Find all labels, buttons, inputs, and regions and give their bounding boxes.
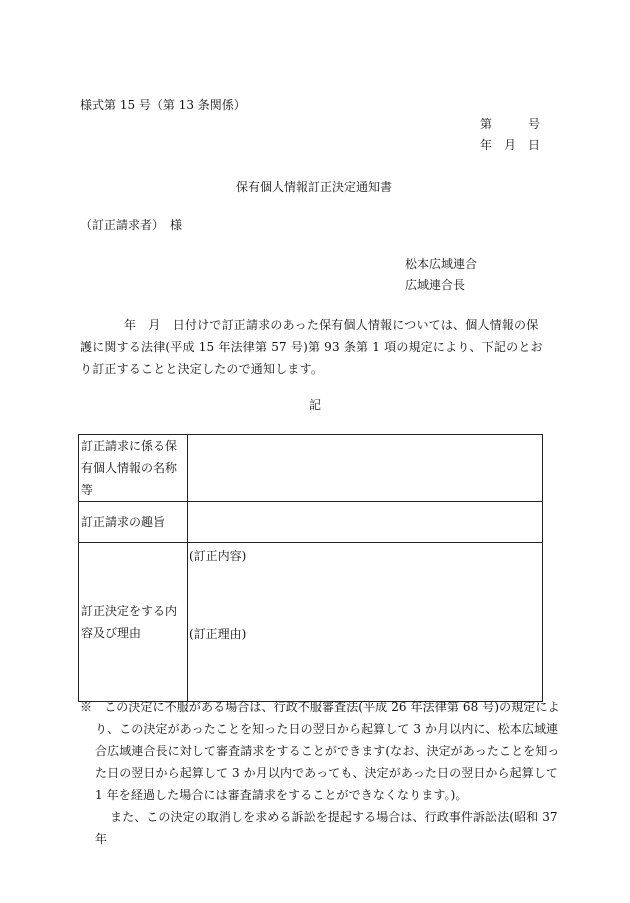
form-number: 様式第 15 号（第 13 条関係） (80, 98, 246, 112)
table-row (79, 543, 543, 702)
lawsuit-note: また、この決定の取消しを求める訴訟を提起する場合は、行政事件訴訟法(昭和 37 年 (95, 810, 558, 846)
sender-org: 松本広域連合 (405, 257, 478, 271)
document-title: 保有個人情報訂正決定通知書 (235, 180, 392, 194)
correction-content-heading: (訂正内容) (189, 549, 247, 563)
date-line: 年 月 日 (479, 138, 540, 152)
row-label-request-purpose: 訂正請求の趣旨 (79, 502, 188, 543)
table-row (79, 435, 543, 502)
row-value-request-purpose (188, 502, 543, 543)
row-label-info-name: 訂正請求に係る保有個人情報の名称等 (79, 435, 188, 502)
addressee: （訂正請求者） 様 (80, 218, 183, 232)
notice-paragraph (80, 314, 543, 380)
row-label-decision-content: 訂正決定をする内容及び理由 (79, 543, 188, 702)
row-value-info-name (188, 435, 543, 502)
decision-table (78, 434, 543, 702)
ki-heading: 記 (308, 398, 321, 412)
document-number: 第 号 (479, 117, 540, 131)
table-row (79, 502, 543, 543)
row-value-decision-content (188, 543, 543, 702)
sender-head: 広域連合長 (405, 278, 466, 292)
appeal-note: ※ この決定に不服がある場合は、行政不服審査法(平成 26 年法律第 68 号)の規定により、この決定があったことを知った日の翌日から起算して 3 か月以内に、松本広域連合広域連合長に対して審査請求をすることができます(なお、決定があったことを知った日の翌日から起算して 3 か月以内であっても、決定があった日の翌日から起算して 1 年を経過した場合には審査請求をすることができなくなります。)。 (80, 700, 560, 802)
notice-paragraph-text: 年 月 日付けで訂正請求のあった保有個人情報については、個人情報の保護に関する法律(平成 15 年法律第 57 号)第 93 条第 1 項の規定により、下記のとおり訂正することと決定したので通知します。 (80, 318, 543, 376)
correction-reason-heading: (訂正理由) (189, 627, 247, 641)
